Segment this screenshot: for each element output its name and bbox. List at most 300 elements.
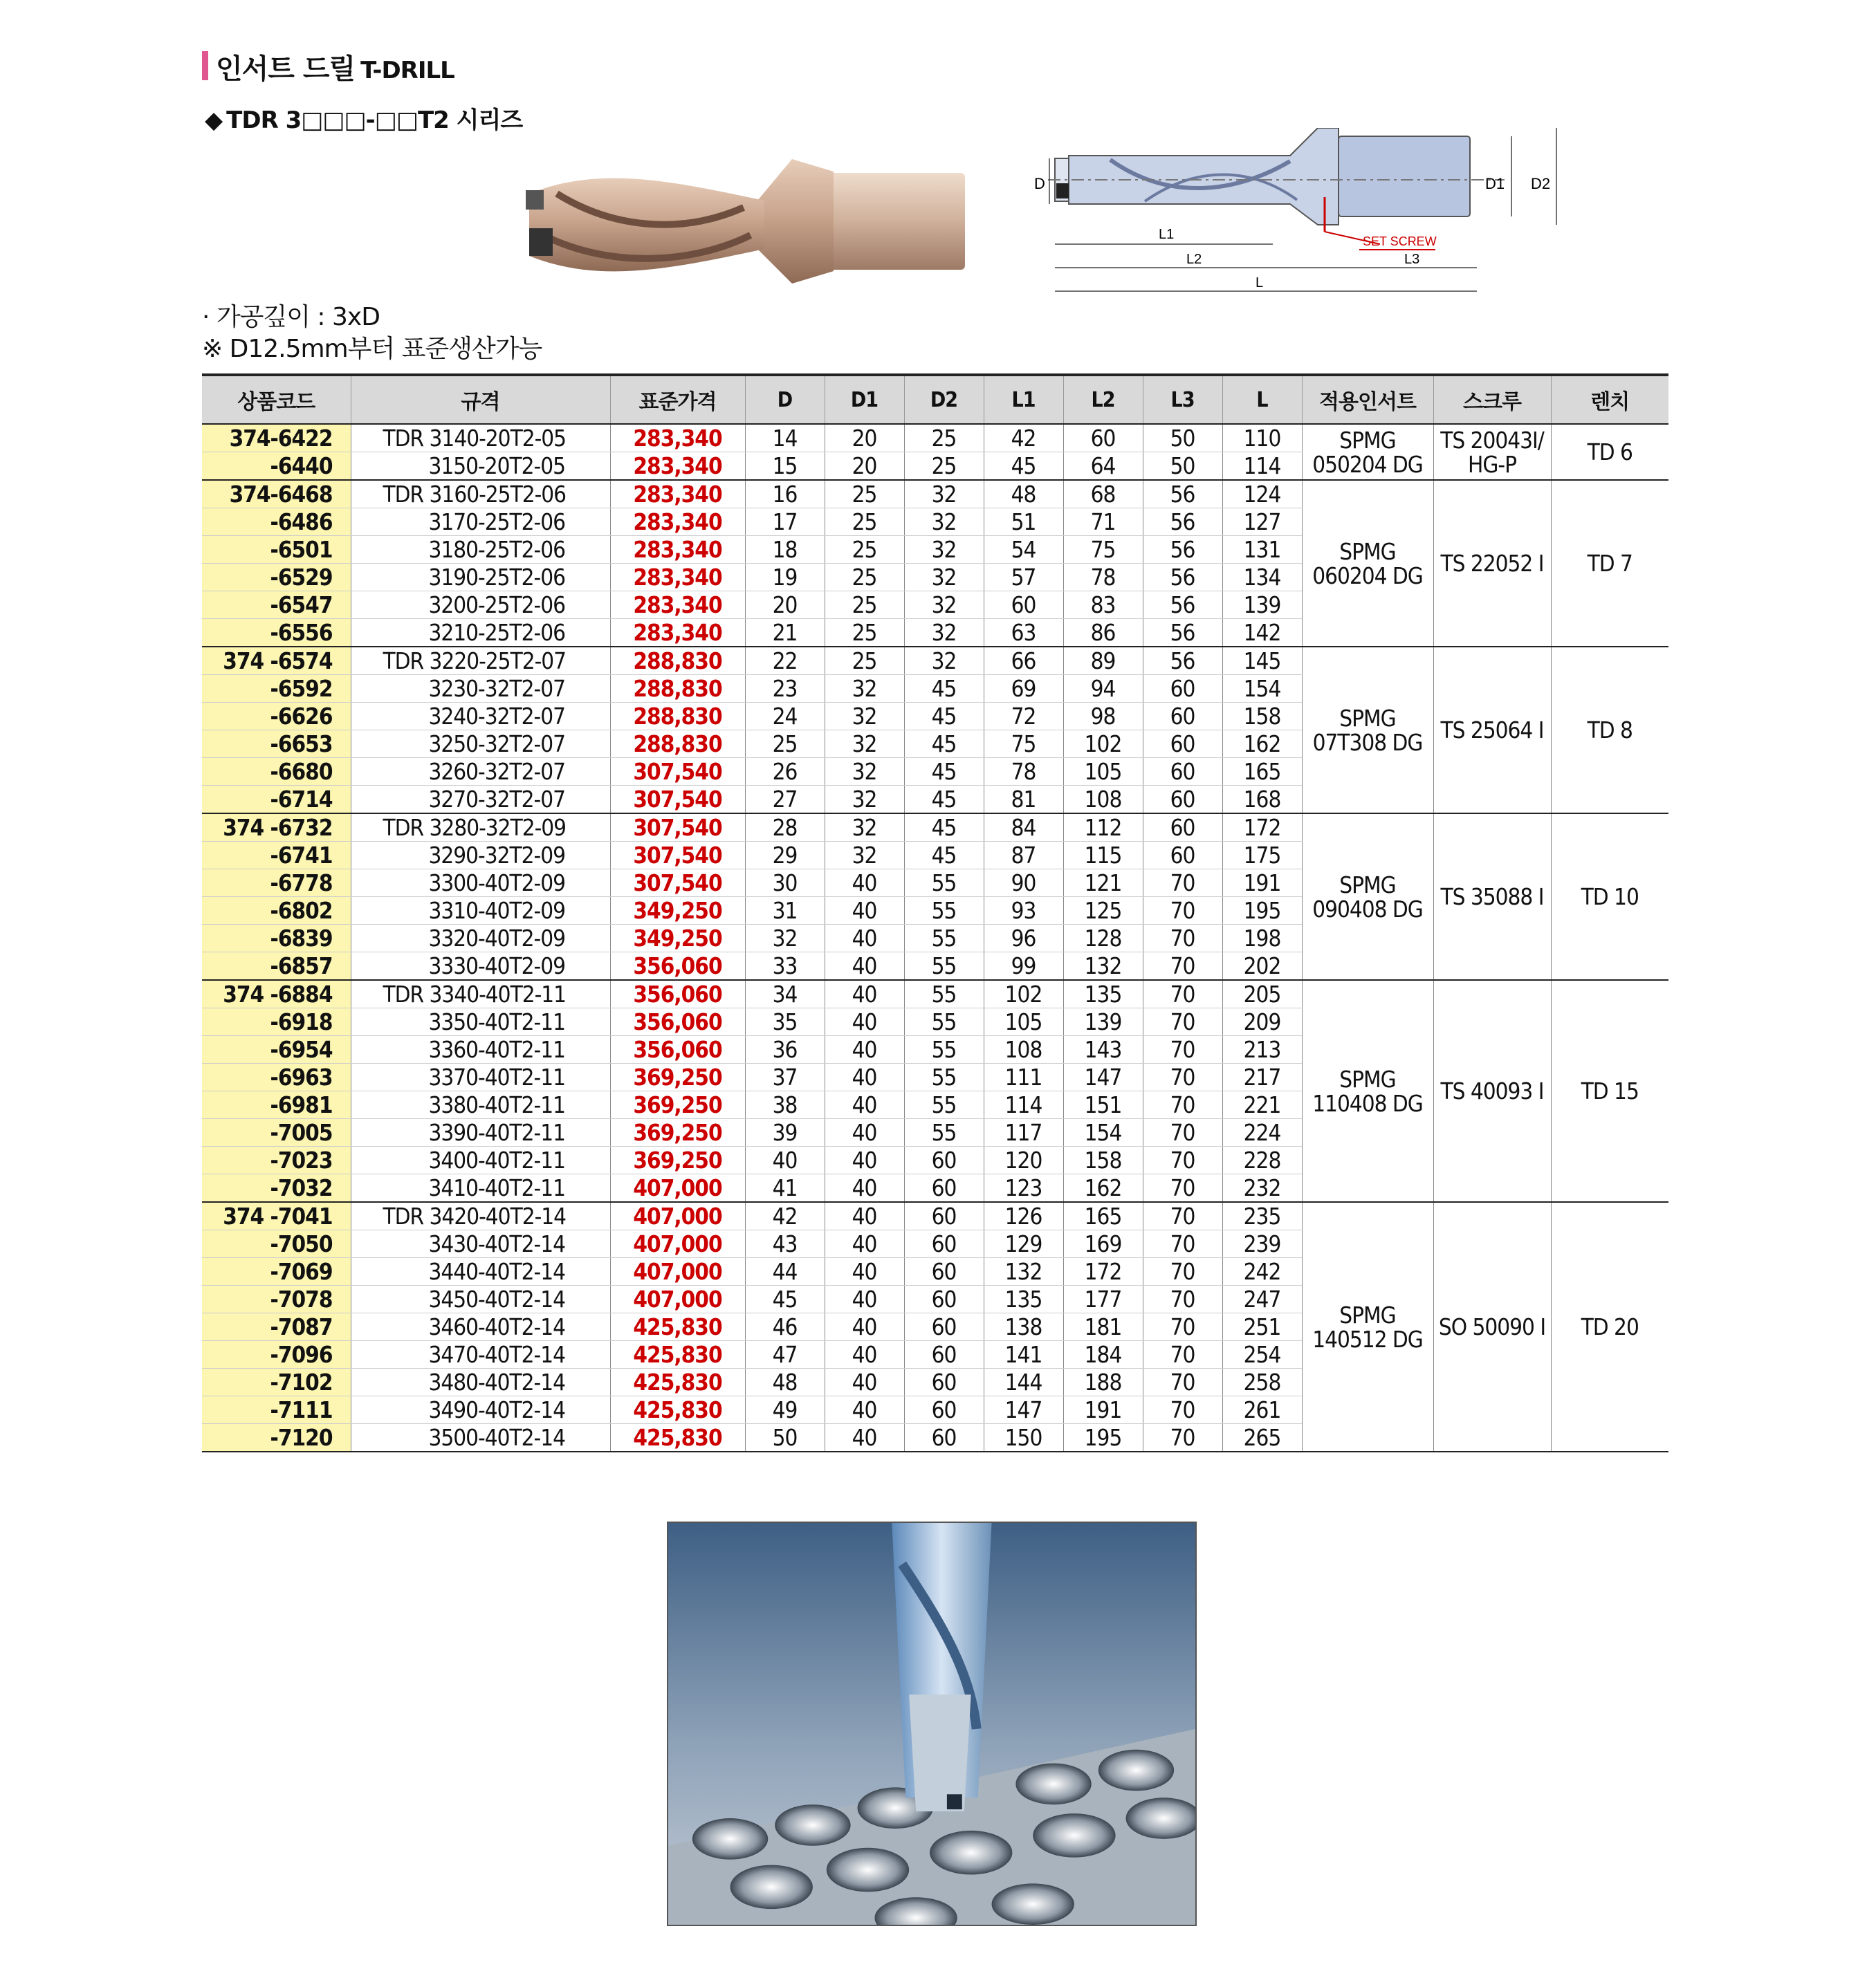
dimension-cell: 195 [1063, 1424, 1143, 1452]
dimension-cell: 25 [745, 730, 825, 758]
dimension-cell: 45 [904, 703, 984, 730]
dimension-cell: 40 [825, 1341, 904, 1369]
title-english: T-DRILL [360, 57, 454, 84]
price-cell: 307,540 [610, 842, 745, 869]
wrench-cell: TD 15 [1551, 980, 1668, 1202]
model-cell: 3170-25T2-06 [351, 508, 610, 536]
dimension-cell: 40 [825, 897, 904, 925]
price-cell: 283,340 [610, 564, 745, 591]
price-cell: 307,540 [610, 786, 745, 814]
model-cell: 3350-40T2-11 [351, 1008, 610, 1036]
page-title [216, 47, 454, 86]
product-code-cell: -7111 [202, 1396, 351, 1424]
dimension-cell: 108 [984, 1036, 1063, 1064]
dimension-cell: 55 [904, 952, 984, 981]
dimension-cell: 141 [984, 1341, 1063, 1369]
dimension-cell: 60 [1143, 675, 1222, 703]
dimension-cell: 98 [1063, 703, 1143, 730]
dimension-cell: 26 [745, 758, 825, 786]
label-l1: L1 [1159, 227, 1175, 242]
dimension-cell: 14 [745, 424, 825, 452]
dimension-cell: 28 [745, 813, 825, 842]
price-cell: 356,060 [610, 980, 745, 1008]
dimension-cell: 165 [1222, 758, 1302, 786]
dimension-cell: 217 [1222, 1064, 1302, 1091]
model-cell: 3250-32T2-07 [351, 730, 610, 758]
price-cell: 425,830 [610, 1313, 745, 1341]
product-code-cell: -6486 [202, 508, 351, 536]
column-header: 규격 [351, 375, 610, 424]
dimension-cell: 40 [825, 1230, 904, 1258]
dimension-cell: 78 [984, 758, 1063, 786]
dimension-cell: 32 [904, 647, 984, 675]
model-cell: 3470-40T2-14 [351, 1341, 610, 1369]
dimension-cell: 60 [1063, 424, 1143, 452]
dimension-cell: 15 [745, 452, 825, 481]
dimension-cell: 56 [1143, 508, 1222, 536]
dimension-cell: 112 [1063, 813, 1143, 842]
model-cell: TDR 3420-40T2-14 [351, 1202, 610, 1230]
title-korean: 인서트 드릴 [216, 53, 356, 85]
dimension-cell: 114 [1222, 452, 1302, 481]
dimension-cell: 135 [1063, 980, 1143, 1008]
dimension-cell: 60 [904, 1230, 984, 1258]
price-cell: 283,340 [610, 536, 745, 564]
dimension-cell: 60 [904, 1313, 984, 1341]
product-code-cell: -6778 [202, 869, 351, 897]
price-cell: 307,540 [610, 869, 745, 897]
dimension-cell: 45 [984, 452, 1063, 481]
dimension-cell: 147 [984, 1396, 1063, 1424]
product-code-cell: -6857 [202, 952, 351, 981]
dimension-cell: 32 [745, 925, 825, 952]
dimension-cell: 158 [1063, 1147, 1143, 1174]
dimension-cell: 42 [745, 1202, 825, 1230]
dimension-cell: 70 [1143, 1119, 1222, 1147]
product-code-cell: -7023 [202, 1147, 351, 1174]
dimension-cell: 181 [1063, 1313, 1143, 1341]
product-code-cell: -6440 [202, 452, 351, 481]
insert-cell: SPMG 07T308 DG [1302, 647, 1433, 813]
label-l2: L2 [1186, 252, 1202, 267]
price-cell: 356,060 [610, 1008, 745, 1036]
column-header: 표준가격 [610, 375, 745, 424]
screw-cell: TS 40093 I [1433, 980, 1551, 1202]
dimension-cell: 40 [825, 952, 904, 981]
dimension-cell: 34 [745, 980, 825, 1008]
column-header: L [1222, 375, 1302, 424]
dimension-cell: 70 [1143, 869, 1222, 897]
dimension-cell: 29 [745, 842, 825, 869]
dimension-cell: 66 [984, 647, 1063, 675]
screw-cell: SO 50090 I [1433, 1202, 1551, 1452]
dimension-cell: 56 [1143, 536, 1222, 564]
dimension-cell: 177 [1063, 1286, 1143, 1313]
dimension-cell: 40 [825, 1036, 904, 1064]
dimension-cell: 30 [745, 869, 825, 897]
dimension-cell: 150 [984, 1424, 1063, 1452]
dimension-cell: 63 [984, 619, 1063, 647]
dimension-cell: 70 [1143, 1396, 1222, 1424]
screw-cell: TS 35088 I [1433, 813, 1551, 980]
dimension-cell: 172 [1222, 813, 1302, 842]
dimension-cell: 145 [1222, 647, 1302, 675]
price-cell: 425,830 [610, 1369, 745, 1396]
dimension-cell: 60 [904, 1174, 984, 1203]
table-row [202, 813, 1668, 842]
table-body [202, 424, 1668, 1452]
dimension-cell: 111 [984, 1064, 1063, 1091]
series-name: TDR 3□□□-□□T2 시리즈 [226, 107, 523, 134]
dimension-cell: 40 [825, 1119, 904, 1147]
product-code-cell: -7050 [202, 1230, 351, 1258]
product-code-cell: -7087 [202, 1313, 351, 1341]
dimension-cell: 70 [1143, 1424, 1222, 1452]
dimension-cell: 18 [745, 536, 825, 564]
dimension-cell: 60 [904, 1424, 984, 1452]
model-cell: 3390-40T2-11 [351, 1119, 610, 1147]
price-cell: 425,830 [610, 1424, 745, 1452]
column-header: L1 [984, 375, 1063, 424]
dimension-cell: 22 [745, 647, 825, 675]
product-code-cell: -6839 [202, 925, 351, 952]
product-code-cell: -6626 [202, 703, 351, 730]
dimension-cell: 254 [1222, 1341, 1302, 1369]
product-code-cell: 374-6422 [202, 424, 351, 452]
price-cell: 283,340 [610, 480, 745, 508]
price-cell: 369,250 [610, 1119, 745, 1147]
dimension-cell: 39 [745, 1119, 825, 1147]
dimension-cell: 147 [1063, 1064, 1143, 1091]
price-cell: 425,830 [610, 1396, 745, 1424]
screw-cell: TS 22052 I [1433, 480, 1551, 647]
dimension-cell: 46 [745, 1313, 825, 1341]
dimension-cell: 38 [745, 1091, 825, 1119]
screw-cell: TS 25064 I [1433, 647, 1551, 813]
dimension-cell: 50 [1143, 424, 1222, 452]
dimension-cell: 55 [904, 897, 984, 925]
model-cell: 3410-40T2-11 [351, 1174, 610, 1203]
model-cell: 3210-25T2-06 [351, 619, 610, 647]
dimension-cell: 89 [1063, 647, 1143, 675]
dimension-cell: 32 [825, 842, 904, 869]
dimension-cell: 27 [745, 786, 825, 814]
dimension-cell: 70 [1143, 897, 1222, 925]
dimension-cell: 117 [984, 1119, 1063, 1147]
dimension-cell: 35 [745, 1008, 825, 1036]
dimension-diagram [1034, 128, 1574, 301]
model-cell: 3380-40T2-11 [351, 1091, 610, 1119]
dimension-cell: 139 [1222, 591, 1302, 619]
price-cell: 356,060 [610, 1036, 745, 1064]
product-code-cell: -6556 [202, 619, 351, 647]
insert-cell: SPMG 060204 DG [1302, 480, 1433, 647]
model-cell: 3460-40T2-14 [351, 1313, 610, 1341]
product-code-cell: -6653 [202, 730, 351, 758]
dimension-cell: 56 [1143, 480, 1222, 508]
label-d1: D1 [1485, 175, 1505, 192]
dimension-cell: 60 [904, 1396, 984, 1424]
model-cell: 3200-25T2-06 [351, 591, 610, 619]
dimension-cell: 126 [984, 1202, 1063, 1230]
dimension-cell: 60 [904, 1341, 984, 1369]
dimension-cell: 25 [904, 452, 984, 481]
dimension-cell: 51 [984, 508, 1063, 536]
label-d: D [1034, 175, 1045, 192]
dimension-cell: 125 [1063, 897, 1143, 925]
dimension-cell: 19 [745, 564, 825, 591]
dimension-cell: 70 [1143, 1369, 1222, 1396]
dimension-cell: 115 [1063, 842, 1143, 869]
product-code-cell: -6547 [202, 591, 351, 619]
dimension-cell: 131 [1222, 536, 1302, 564]
product-code-cell: 374 -7041 [202, 1202, 351, 1230]
dimension-cell: 151 [1063, 1091, 1143, 1119]
dimension-cell: 70 [1143, 1064, 1222, 1091]
dimension-cell: 60 [1143, 786, 1222, 814]
dimension-cell: 105 [984, 1008, 1063, 1036]
product-code-cell: -6918 [202, 1008, 351, 1036]
price-cell: 407,000 [610, 1286, 745, 1313]
dimension-cell: 32 [825, 786, 904, 814]
dimension-cell: 70 [1143, 1341, 1222, 1369]
dimension-cell: 114 [984, 1091, 1063, 1119]
dimension-cell: 235 [1222, 1202, 1302, 1230]
product-code-cell: -7120 [202, 1424, 351, 1452]
dimension-cell: 205 [1222, 980, 1302, 1008]
dimension-cell: 60 [1143, 842, 1222, 869]
dimension-cell: 165 [1063, 1202, 1143, 1230]
dimension-cell: 33 [745, 952, 825, 981]
dimension-cell: 32 [904, 591, 984, 619]
dimension-cell: 158 [1222, 703, 1302, 730]
dimension-cell: 31 [745, 897, 825, 925]
dimension-cell: 60 [904, 1258, 984, 1286]
dimension-cell: 124 [1222, 480, 1302, 508]
model-cell: 3450-40T2-14 [351, 1286, 610, 1313]
dimension-cell: 50 [745, 1424, 825, 1452]
model-cell: 3490-40T2-14 [351, 1396, 610, 1424]
dimension-cell: 60 [984, 591, 1063, 619]
price-cell: 407,000 [610, 1174, 745, 1203]
model-cell: 3480-40T2-14 [351, 1369, 610, 1396]
dimension-cell: 25 [825, 480, 904, 508]
dimension-cell: 70 [1143, 925, 1222, 952]
product-code-cell: -7078 [202, 1286, 351, 1313]
wrench-cell: TD 8 [1551, 647, 1668, 813]
insert-cell: SPMG 110408 DG [1302, 980, 1433, 1202]
dimension-cell: 110 [1222, 424, 1302, 452]
dimension-cell: 40 [825, 925, 904, 952]
dimension-cell: 43 [745, 1230, 825, 1258]
dimension-cell: 25 [825, 508, 904, 536]
column-header: 적용인서트 [1302, 375, 1433, 424]
table-row [202, 980, 1668, 1008]
dimension-cell: 60 [904, 1202, 984, 1230]
price-cell: 283,340 [610, 591, 745, 619]
dimension-cell: 25 [825, 619, 904, 647]
model-cell: TDR 3160-25T2-06 [351, 480, 610, 508]
dimension-cell: 261 [1222, 1396, 1302, 1424]
model-cell: TDR 3280-32T2-09 [351, 813, 610, 842]
dimension-cell: 40 [825, 1147, 904, 1174]
column-header: L3 [1143, 375, 1222, 424]
dimension-cell: 56 [1143, 564, 1222, 591]
dimension-cell: 70 [1143, 1174, 1222, 1203]
product-code-cell: -6954 [202, 1036, 351, 1064]
model-cell: TDR 3340-40T2-11 [351, 980, 610, 1008]
dimension-cell: 129 [984, 1230, 1063, 1258]
dimension-cell: 139 [1063, 1008, 1143, 1036]
table-header-row [202, 375, 1668, 424]
dimension-cell: 56 [1143, 591, 1222, 619]
dimension-cell: 40 [825, 980, 904, 1008]
column-header: D1 [825, 375, 904, 424]
product-code-cell: -6680 [202, 758, 351, 786]
insert-cell: SPMG 090408 DG [1302, 813, 1433, 980]
dimension-cell: 45 [904, 842, 984, 869]
product-code-cell: -7102 [202, 1369, 351, 1396]
model-cell: 3400-40T2-11 [351, 1147, 610, 1174]
dimension-cell: 25 [825, 647, 904, 675]
dimension-cell: 40 [825, 1424, 904, 1452]
column-header: D [745, 375, 825, 424]
model-cell: 3290-32T2-09 [351, 842, 610, 869]
dimension-cell: 251 [1222, 1313, 1302, 1341]
price-cell: 369,250 [610, 1147, 745, 1174]
label-set-screw: SET SCREW [1363, 234, 1437, 248]
label-l3: L3 [1404, 252, 1420, 267]
dimension-cell: 169 [1063, 1230, 1143, 1258]
dimension-cell: 70 [1143, 1313, 1222, 1341]
dimension-cell: 75 [1063, 536, 1143, 564]
product-code-cell: -6802 [202, 897, 351, 925]
dimension-cell: 162 [1063, 1174, 1143, 1203]
dimension-cell: 70 [1143, 1202, 1222, 1230]
dimension-cell: 48 [984, 480, 1063, 508]
dimension-cell: 84 [984, 813, 1063, 842]
dimension-cell: 24 [745, 703, 825, 730]
model-cell: 3370-40T2-11 [351, 1064, 610, 1091]
label-d2: D2 [1531, 175, 1551, 192]
dimension-cell: 40 [825, 869, 904, 897]
dimension-cell: 40 [825, 1286, 904, 1313]
dimension-cell: 102 [984, 980, 1063, 1008]
dimension-cell: 55 [904, 1008, 984, 1036]
dimension-cell: 127 [1222, 508, 1302, 536]
model-cell: TDR 3140-20T2-05 [351, 424, 610, 452]
dimension-cell: 55 [904, 1064, 984, 1091]
dimension-cell: 70 [1143, 1147, 1222, 1174]
title-accent-bar [202, 51, 208, 80]
wrench-cell: TD 7 [1551, 480, 1668, 647]
dimension-cell: 49 [745, 1396, 825, 1424]
product-code-cell: -6963 [202, 1064, 351, 1091]
dimension-cell: 138 [984, 1313, 1063, 1341]
product-code-cell: -7069 [202, 1258, 351, 1286]
dimension-cell: 191 [1063, 1396, 1143, 1424]
model-cell: 3240-32T2-07 [351, 703, 610, 730]
column-header: D2 [904, 375, 984, 424]
dimension-cell: 132 [1063, 952, 1143, 981]
dimension-cell: 202 [1222, 952, 1302, 981]
dimension-cell: 16 [745, 480, 825, 508]
dimension-cell: 55 [904, 1119, 984, 1147]
dimension-cell: 60 [1143, 813, 1222, 842]
dimension-cell: 32 [825, 758, 904, 786]
screw-cell: TS 20043I/ HG-P [1433, 424, 1551, 480]
dimension-cell: 17 [745, 508, 825, 536]
dimension-cell: 120 [984, 1147, 1063, 1174]
dimension-cell: 144 [984, 1369, 1063, 1396]
dimension-cell: 94 [1063, 675, 1143, 703]
model-cell: 3150-20T2-05 [351, 452, 610, 481]
dimension-cell: 71 [1063, 508, 1143, 536]
dimension-cell: 247 [1222, 1286, 1302, 1313]
dimension-cell: 96 [984, 925, 1063, 952]
dimension-cell: 40 [745, 1147, 825, 1174]
price-cell: 407,000 [610, 1202, 745, 1230]
series-heading [205, 101, 522, 135]
product-code-cell: 374-6468 [202, 480, 351, 508]
spec-table [202, 373, 1668, 1452]
dimension-cell: 45 [904, 813, 984, 842]
dimension-cell: 60 [1143, 730, 1222, 758]
price-cell: 307,540 [610, 758, 745, 786]
dimension-cell: 184 [1063, 1341, 1143, 1369]
dimension-cell: 70 [1143, 952, 1222, 981]
product-code-cell: -6981 [202, 1091, 351, 1119]
dimension-cell: 55 [904, 869, 984, 897]
dimension-cell: 213 [1222, 1036, 1302, 1064]
dimension-cell: 198 [1222, 925, 1302, 952]
dimension-cell: 232 [1222, 1174, 1302, 1203]
dimension-cell: 40 [825, 1008, 904, 1036]
dimension-cell: 25 [825, 564, 904, 591]
dimension-cell: 108 [1063, 786, 1143, 814]
dimension-cell: 45 [904, 758, 984, 786]
dimension-cell: 25 [825, 536, 904, 564]
dimension-cell: 239 [1222, 1230, 1302, 1258]
dimension-cell: 40 [825, 1258, 904, 1286]
dimension-cell: 32 [904, 508, 984, 536]
dimension-cell: 134 [1222, 564, 1302, 591]
product-code-cell: -7096 [202, 1341, 351, 1369]
dimension-cell: 75 [984, 730, 1063, 758]
dimension-cell: 265 [1222, 1424, 1302, 1452]
dimension-cell: 90 [984, 869, 1063, 897]
dimension-cell: 40 [825, 1396, 904, 1424]
dimension-cell: 32 [904, 564, 984, 591]
dimension-cell: 37 [745, 1064, 825, 1091]
dimension-cell: 70 [1143, 1286, 1222, 1313]
dimension-cell: 55 [904, 1036, 984, 1064]
product-code-cell: 374 -6884 [202, 980, 351, 1008]
dimension-cell: 45 [904, 675, 984, 703]
product-code-cell: -6714 [202, 786, 351, 814]
dimension-cell: 123 [984, 1174, 1063, 1203]
model-cell: 3190-25T2-06 [351, 564, 610, 591]
price-cell: 349,250 [610, 925, 745, 952]
product-code-cell: -6741 [202, 842, 351, 869]
dimension-cell: 32 [825, 675, 904, 703]
dimension-cell: 162 [1222, 730, 1302, 758]
table-row [202, 647, 1668, 675]
price-cell: 407,000 [610, 1230, 745, 1258]
dimension-cell: 40 [825, 1202, 904, 1230]
model-cell: 3320-40T2-09 [351, 925, 610, 952]
dimension-cell: 60 [1143, 703, 1222, 730]
